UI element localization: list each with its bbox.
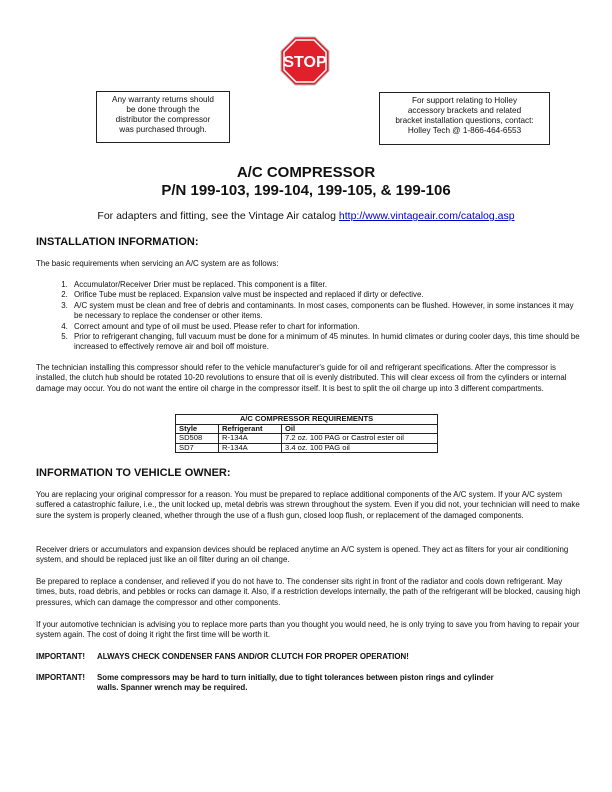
owner-paragraph: Receiver driers or accumulators and expansion devices should be replaced anytime an A/C system is opened. They act as filters for your air conditioning system, and should be replaced just like an oil filter during an oil change.: [36, 545, 569, 565]
list-item: 5. Prior to refrigerant changing, full vacuum must be done for a minimum of 45 minutes. In humid climates or during cooler days, this time should be increased to effectively remove air and boil off moisture.: [70, 332, 581, 353]
list-item: 1. Accumulator/Receiver Drier must be replaced. This component is a filter.: [70, 280, 581, 290]
important-note: [36, 652, 581, 662]
adapters-line: [0, 210, 612, 222]
warranty-notice-box: [96, 91, 230, 143]
list-item: 4. Correct amount and type of oil must be used. Please refer to chart for information.: [70, 322, 581, 332]
support-line: bracket installation questions, contact:: [395, 116, 534, 125]
owner-paragraph: You are replacing your original compressor for a reason. You must be prepared to replace additional components of the A/C system. If your A/C system suffered a catastrophic failure, i.e., the unit locked up, metal debris was strewn throughout the system. Even if you did not, your technician will need to make sure the system is properly cleaned, whether through the use of a flush gun, closed loop flush, or replacement of the damaged components.: [36, 490, 580, 520]
support-line: For support relating to Holley: [411, 96, 518, 105]
owner-paragraph: Be prepared to replace a condenser, and relieved if you do not have to. The condenser sits right in front of the radiator and cools down refrigerant. May times, buts, road debris, and pebbles or rocks can damage it. Also, if a restriction develops internally, the path of the refrigerant will be blocked, causing high pressures, which can damage the compressor and other components.: [36, 577, 581, 607]
warranty-line: distributor the compressor: [115, 115, 211, 124]
table-cell: SD508: [176, 434, 219, 444]
table-cell: 7.2 oz. 100 PAG or Castrol ester oil: [282, 434, 438, 444]
list-item: 3. A/C system must be clean and free of debris and contaminants. In most cases, components can be flushed. However, in some instances it may be necessary to replace the condenser or other items.: [70, 301, 581, 322]
stop-sign-icon: [280, 36, 330, 86]
support-contact-box: [379, 92, 550, 145]
important-text: ALWAYS CHECK CONDENSER FANS AND/OR CLUTCH FOR PROPER OPERATION!: [97, 652, 409, 661]
warranty-line: was purchased through.: [119, 125, 207, 134]
owner-paragraph: If your automotive technician is advising you to replace more parts than you thought you would need, he is only trying to save you from having to repair your system again. The cost of doing it right the first time will be worth it.: [36, 620, 580, 640]
part-numbers-title: P/N 199-103, 199-104, 199-105, & 199-106: [161, 182, 451, 199]
support-line: accessory brackets and related: [407, 106, 522, 115]
column-header: Oil: [282, 424, 438, 434]
important-note: [36, 673, 581, 694]
page-title: A/C COMPRESSOR: [236, 164, 376, 181]
technician-paragraph: The technician installing this compressor should refer to the vehicle manufacturer's guide for oil and refrigerant specifications. After the compressor is installed, the clutch hub should be rotated 10-20 revolutions to ensure that oil is evenly distributed. This will clear excess oil from the cylinders or internal damage may occur. You do not want the entire oil charge in the compressor itself. It is best to split the oil charge up into 3 different compartments.: [36, 363, 567, 393]
warranty-line: Any warranty returns should: [112, 95, 214, 104]
support-line: Holley Tech @ 1-866-464-6553: [407, 126, 522, 135]
important-label: IMPORTANT!: [36, 652, 85, 661]
catalog-link[interactable]: http://www.vintageair.com/catalog.asp: [338, 210, 515, 222]
table-row: [176, 434, 438, 444]
table-cell: 3.4 oz. 100 PAG oil: [282, 443, 438, 453]
column-header: Style: [176, 424, 219, 434]
compressor-requirements-table: [175, 414, 438, 453]
table-cell: SD7: [176, 443, 219, 453]
table-title: A/C COMPRESSOR REQUIREMENTS: [176, 415, 438, 425]
table-cell: R-134A: [219, 434, 282, 444]
table-cell: R-134A: [219, 443, 282, 453]
installation-heading: INSTALLATION INFORMATION:: [36, 236, 199, 248]
installation-intro: The basic requirements when servicing an A/C system are as follows:: [36, 259, 279, 268]
owner-heading: INFORMATION TO VEHICLE OWNER:: [36, 467, 231, 479]
warranty-line: be done through the: [126, 105, 200, 114]
column-header: Refrigerant: [219, 424, 282, 434]
stop-sign-text: STOP: [283, 54, 327, 71]
important-text: Some compressors may be hard to turn initially, due to tight tolerances between piston rings and cylinder walls. Spanner wrench may be required.: [97, 673, 494, 693]
table-row: [176, 443, 438, 453]
list-item: 2. Orifice Tube must be replaced. Expansion valve must be inspected and replaced if dirty or defective.: [70, 290, 581, 300]
requirements-list: [36, 280, 581, 353]
important-label: IMPORTANT!: [36, 673, 85, 682]
adapters-text: For adapters and fitting, see the Vintage Air catalog: [97, 210, 339, 222]
